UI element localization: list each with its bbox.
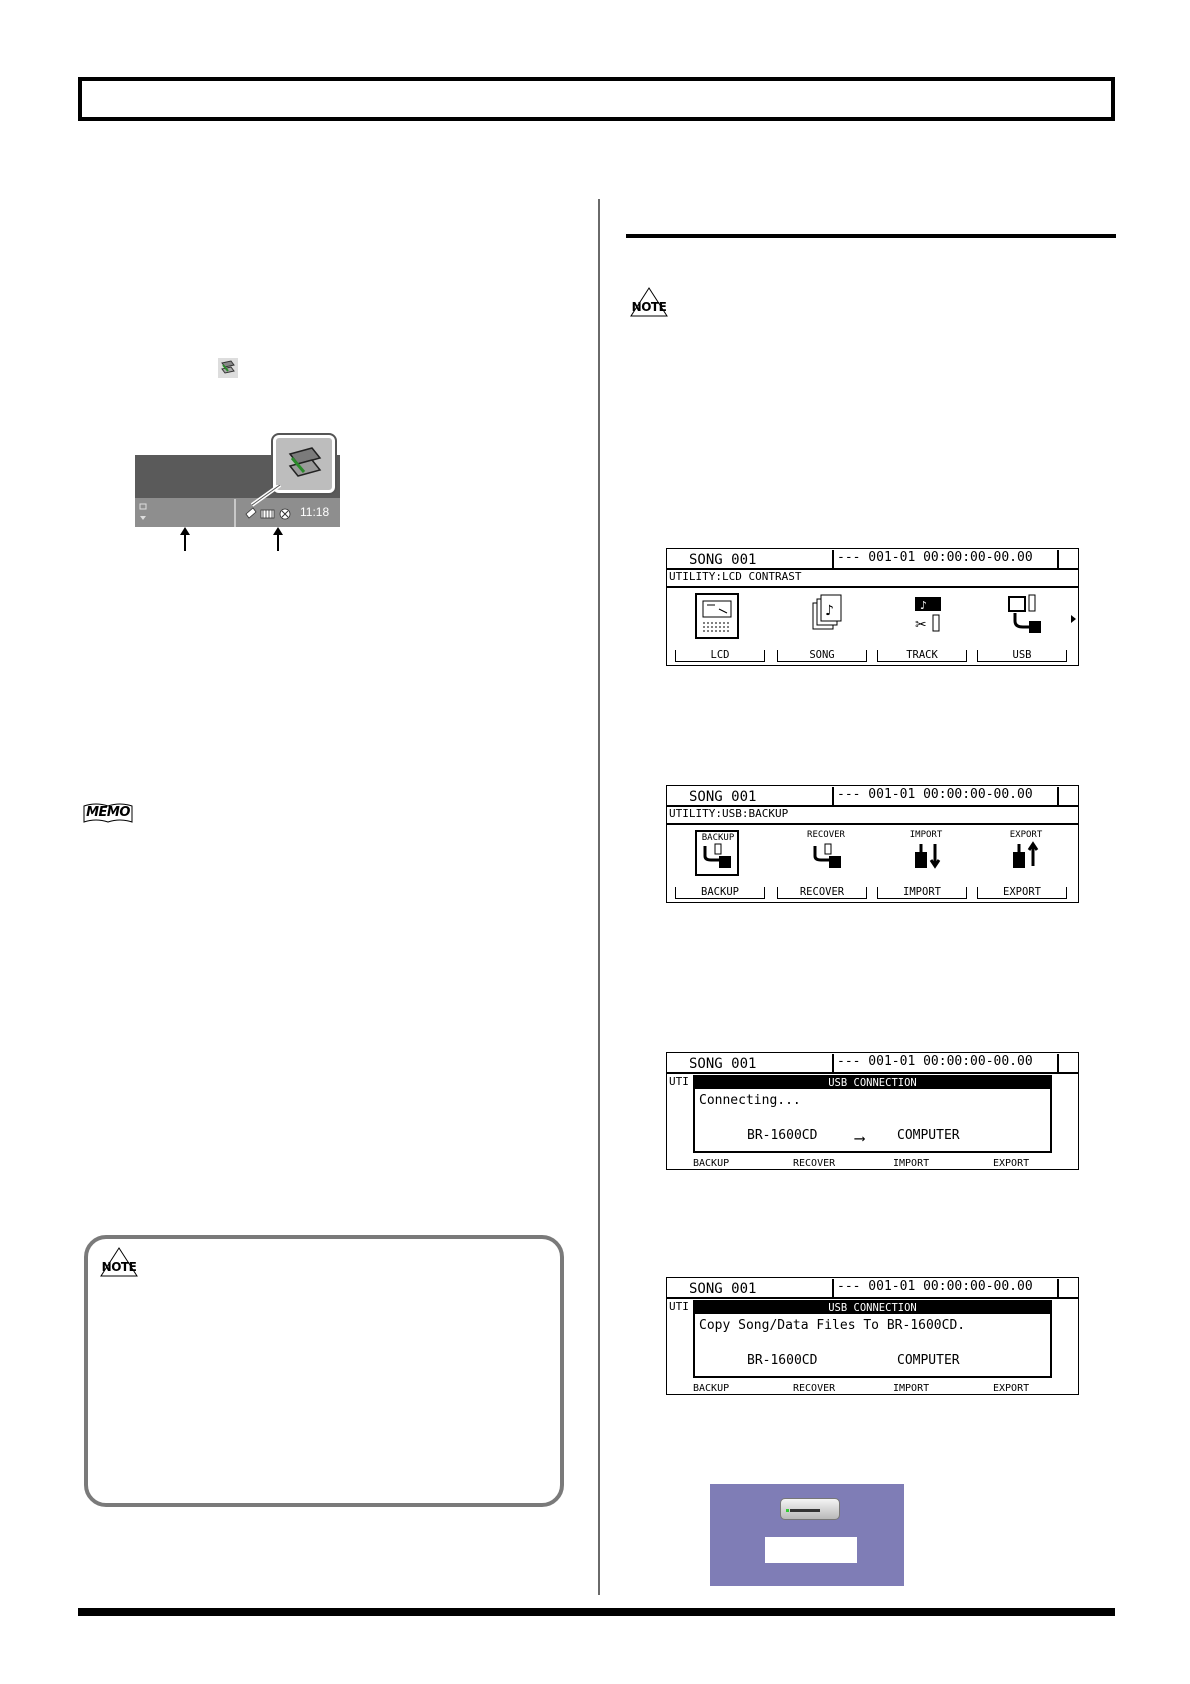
lcd-more-arrow-icon (1071, 615, 1076, 623)
dialog-destination: COMPUTER (897, 1353, 960, 1368)
lcd-menu-path: UTILITY:LCD CONTRAST (669, 570, 802, 583)
lcd-key-export[interactable]: EXPORT (977, 887, 1067, 899)
import-icon-label: IMPORT (909, 830, 943, 840)
note-label: NOTE (101, 1260, 137, 1274)
drive-led (786, 1509, 789, 1512)
svg-text:✂: ✂ (915, 617, 927, 633)
note-box (84, 1235, 564, 1507)
lcd-ghost-key-recover: RECOVER (793, 1383, 836, 1394)
lcd-song-name: SONG 001 (689, 552, 757, 568)
recover-icon-label: RECOVER (807, 830, 845, 840)
dialog-message: Connecting... (699, 1093, 801, 1108)
dialog-destination: COMPUTER (897, 1128, 960, 1143)
lcd-screen-utility (666, 548, 1079, 666)
lcd-ghost-key-backup: BACKUP (693, 1158, 730, 1169)
lcd-key-track[interactable]: TRACK (877, 650, 967, 662)
taskbar-pointer-arrow (184, 533, 186, 551)
lcd-ghost-key-backup: BACKUP (693, 1383, 730, 1394)
lcd-ghost-key-export: EXPORT (993, 1383, 1030, 1394)
lcd-time-counter: --- 001-01 00:00:00-00.00 (837, 1054, 1033, 1069)
lcd-screen-connecting (666, 1052, 1079, 1170)
export-icon[interactable] (1003, 830, 1047, 876)
lcd-ghost-key-import: IMPORT (893, 1383, 930, 1394)
lcd-ghost-key-recover: RECOVER (793, 1158, 836, 1169)
callout-pointer (250, 485, 300, 507)
lcd-key-recover[interactable]: RECOVER (777, 887, 867, 899)
lcd-song-name: SONG 001 (689, 1056, 757, 1072)
lcd-contrast-icon[interactable] (695, 593, 739, 639)
dialog-message: Copy Song/Data Files To BR-1600CD. (699, 1318, 966, 1333)
lcd-menu-path: UTI (669, 1075, 689, 1088)
svg-text:♪: ♪ (920, 599, 928, 612)
transfer-arrow-icon: ⟶ (855, 1129, 865, 1147)
lcd-menu-path: UTILITY:USB:BACKUP (669, 807, 789, 820)
lcd-time-counter: --- 001-01 00:00:00-00.00 (837, 550, 1033, 565)
column-divider (598, 199, 600, 1595)
memo-label: MEMO (86, 805, 130, 820)
taskbar-clock: 11:18 (300, 505, 330, 519)
note-icon (98, 1245, 140, 1279)
lcd-menu-path: UTI (669, 1300, 689, 1313)
dialog-title: USB CONNECTION (695, 1077, 1050, 1089)
lcd-song-name: SONG 001 (689, 1281, 757, 1297)
dialog-title: USB CONNECTION (695, 1302, 1050, 1314)
lcd-key-song[interactable]: SONG (777, 650, 867, 662)
lcd-song-name: SONG 001 (689, 789, 757, 805)
lcd-key-import[interactable]: IMPORT (877, 887, 967, 899)
section-rule (626, 234, 1116, 238)
header-box (78, 77, 1115, 121)
drive-slot (790, 1509, 820, 1512)
memo-icon (82, 802, 134, 824)
backup-icon[interactable] (695, 830, 739, 876)
backup-icon-label: BACKUP (701, 833, 735, 843)
footer-rule (78, 1608, 1115, 1616)
lcd-ghost-key-export: EXPORT (993, 1158, 1030, 1169)
dialog-source: BR-1600CD (747, 1353, 818, 1368)
lcd-key-usb[interactable]: USB (977, 650, 1067, 662)
lcd-screen-usb (666, 785, 1079, 903)
note-icon (628, 285, 670, 319)
drive-name-label[interactable] (765, 1537, 857, 1563)
track-icon[interactable] (905, 593, 949, 639)
lcd-key-lcd[interactable]: LCD (675, 650, 765, 662)
import-icon[interactable] (905, 830, 949, 876)
song-icon[interactable] (805, 593, 849, 639)
safely-remove-hardware-icon (216, 356, 240, 380)
lcd-screen-copy-files (666, 1277, 1079, 1395)
dialog-source: BR-1600CD (747, 1128, 818, 1143)
lcd-ghost-key-import: IMPORT (893, 1158, 930, 1169)
taskbar-separator (234, 499, 236, 527)
note-label: NOTE (631, 300, 667, 314)
taskbar-window-buttons-icon (137, 502, 157, 524)
usb-connection-dialog (693, 1075, 1052, 1153)
lcd-key-backup[interactable]: BACKUP (675, 887, 765, 899)
usb-connection-dialog (693, 1300, 1052, 1378)
usb-icon[interactable] (1003, 593, 1047, 639)
tray-pointer-arrow (277, 533, 279, 551)
lcd-time-counter: --- 001-01 00:00:00-00.00 (837, 787, 1033, 802)
svg-text:♪: ♪ (825, 603, 834, 619)
recover-icon[interactable] (805, 830, 849, 876)
lcd-time-counter: --- 001-01 00:00:00-00.00 (837, 1279, 1033, 1294)
export-icon-label: EXPORT (1009, 830, 1043, 840)
